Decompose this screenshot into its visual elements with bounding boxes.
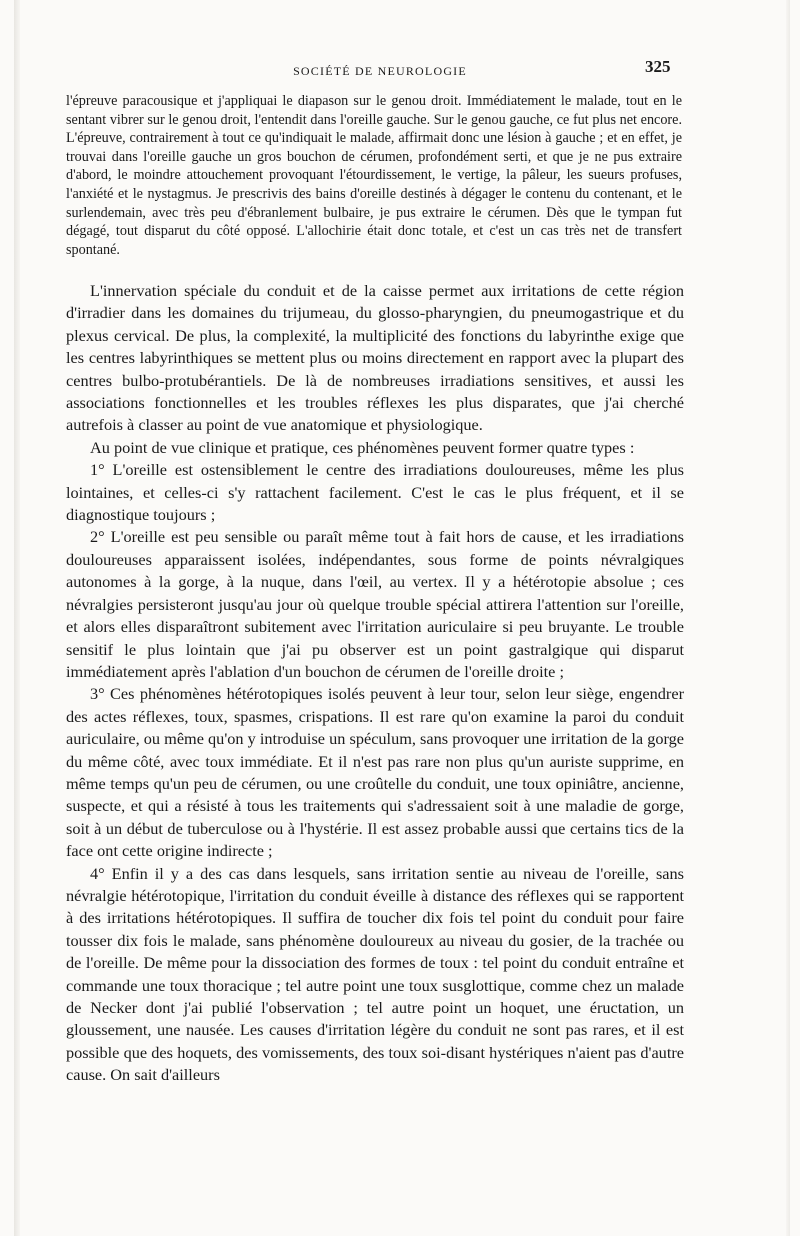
- main-text-block: [66, 280, 684, 1087]
- paragraph-type-3: 3° Ces phénomènes hétérotopiques isolés peuvent à leur tour, selon leur siège, engendrer des actes réflexes, toux, spasmes, crispations. Il est rare qu'on examine la paroi du conduit auriculaire, ou même qu'on y introduise un spéculum, sans provoquer une irritation de la gorge du même côté, avec toux immédiate. Et il n'est pas rare non plus qu'un auriste supprime, en même temps qu'un peu de cérumen, ou une croûtelle du conduit, une toux opiniâtre, ancienne, suspecte, et qui a résisté à tous les traitements qui s'adressaient soit à une maladie de gorge, soit à un début de tuberculose ou à l'hystérie. Il est assez probable aussi que certains tics de la face ont cette origine indirecte ;: [66, 684, 684, 861]
- paragraph-type-2: 2° L'oreille est peu sensible ou paraît même tout à fait hors de cause, et les irradiations douloureuses apparaissent isolées, indépendantes, sous forme de points névralgiques autonomes à la gorge, à la nuque, dans l'œil, au vertex. Il y a hétérotopie absolue ; ces névralgies persisteront jusqu'au jour où quelque trouble spécial attirera l'attention sur l'oreille, et alors elles disparaîtront subitement avec l'irritation auriculaire si peu bruyante. Le trouble sensitif le plus lointain que j'ai pu observer est un point gastralgique qui disparut immédiatement après l'ablation d'un bouchon de cérumen de l'oreille droite ;: [66, 527, 684, 681]
- scan-shadow-right: [786, 0, 790, 1236]
- paragraph-types-intro: Au point de vue clinique et pratique, ces phénomènes peuvent former quatre types :: [90, 437, 635, 457]
- paragraph-innervation: L'innervation spéciale du conduit et de la caisse permet aux irritations de cette région d'irradier dans les domaines du trijumeau, du glosso-pharyngien, du pneumogastrique et du plexus cervical. De plus, la complexité, la multiplicité des fonctions du labyrinthe exige que les centres labyrinthiques se mettent plus ou moins directement en rapport avec la plupart des centres bulbo-protubérantiels. De là de nombreuses irradiations sensitives, et aussi les associations fonctionnelles et les troubles réflexes les plus disparates, que j'ai cherché autrefois à classer au point de vue anatomique et physiologique.: [66, 281, 684, 435]
- paragraph-type-4: 4° Enfin il y a des cas dans lesquels, sans irritation sentie au niveau de l'oreille, sans névralgie hétérotopique, l'irritation du conduit éveille à distance des réflexes qui se rapportent à des irritations hétérotopiques. Il suffira de toucher dix fois tel point du conduit pour faire tousser dix fois le malade, sans phénomène douloureux au niveau du gosier, de la trachée ou de l'oreille. De même pour la dissociation des formes de toux : tel point du conduit entraîne et commande une toux thoracique ; tel autre point une toux susglottique, comme chez un malade de Necker dont j'ai publié l'observation ; tel autre point un hoquet, une éructation, un gloussement, une nausée. Les causes d'irritation légère du conduit ne sont pas rares, et il est possible que des hoquets, des vomissements, des toux soi-disant hystériques n'aient pas d'autre cause. On sait d'ailleurs: [66, 863, 684, 1085]
- paragraph-type-1: 1° L'oreille est ostensiblement le centre des irradiations douloureuses, même les plus lointaines, et celles-ci s'y rattachent facilement. C'est le cas le plus fréquent, et il se diagnostique toujours ;: [66, 460, 684, 525]
- small-print-paragraph: l'épreuve paracousique et j'appliquai le diapason sur le genou droit. Immédiatement le malade, tout en le sentant vibrer sur le genou droit, l'entendit dans l'oreille gauche. Sur le genou gauche, ce fut plus net encore. L'épreuve, contrairement à tout ce qu'indiquait le malade, affirmait donc une lésion à gauche ; et en effet, je trouvai dans l'oreille gauche un gros bouchon de cérumen, profondément serti, et que je ne pus extraire d'abord, le moindre attouchement provoquant l'étourdissement, le vertige, la pâleur, les sueurs profuses, l'anxiété et le nystagmus. Je prescrivis des bains d'oreille destinés à dégager le contenu du contenant, et le surlendemain, avec très peu d'ébranlement bulbaire, je pus extraire le cérumen. Dès que le tympan fut dégagé, tout disparut du côté opposé. L'allochirie était donc totale, et c'est un cas très net de transfert spontané.: [66, 93, 682, 258]
- scan-shadow-left: [14, 0, 20, 1236]
- small-print-block: [66, 92, 682, 259]
- running-head: SOCIÉTÉ DE NEUROLOGIE: [293, 64, 467, 78]
- page-number: 325: [645, 57, 671, 76]
